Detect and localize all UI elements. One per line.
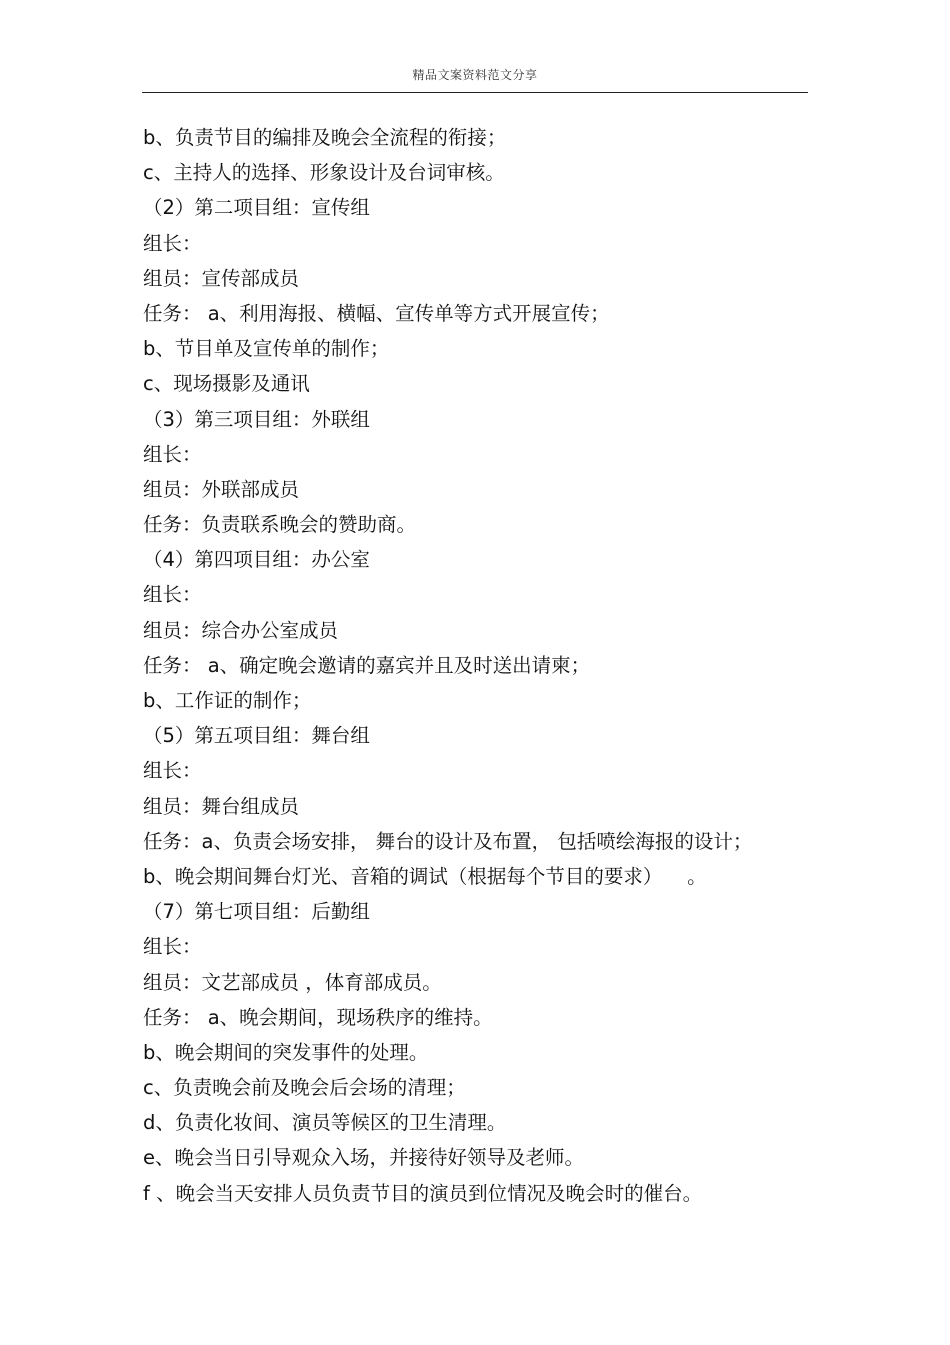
document-body <box>143 120 823 1211</box>
text-line: 任务： a、确定晚会邀请的嘉宾并且及时送出请柬； <box>143 653 591 677</box>
text-line: c、负责晚会前及晚会后会场的清理； <box>143 1076 466 1100</box>
text-line: b、晚会期间的突发事件的处理。 <box>143 1040 429 1064</box>
text-line: 任务： a、利用海报、横幅、宣传单等方式开展宣传； <box>143 301 610 325</box>
text-line: b、节目单及宣传单的制作； <box>143 337 390 361</box>
text-line: c、现场摄影及通讯 <box>143 372 310 396</box>
section-heading: （3）第三项目组：外联组 <box>143 407 370 431</box>
section-heading: （7）第七项目组：后勤组 <box>143 900 370 924</box>
text-line: 组长： <box>143 231 202 255</box>
section-heading: （5）第五项目组：舞台组 <box>143 724 370 748</box>
text-line: e、晚会当日引导观众入场，并接待好领导及老师。 <box>143 1146 584 1170</box>
text-line: 组长： <box>143 759 202 783</box>
text-line: 组长： <box>143 583 202 607</box>
text-line: 组长： <box>143 935 202 959</box>
text-line: 组员：宣传部成员 <box>143 266 300 290</box>
header-title: 精品文案资料范文分享 <box>412 68 538 82</box>
text-line: 组员：文艺部成员 ，体育部成员。 <box>143 970 442 994</box>
text-line: 组长： <box>143 442 202 466</box>
page-header <box>142 64 808 93</box>
text-line: c、主持人的选择、形象设计及台词审核。 <box>143 161 505 185</box>
text-line: 任务：a、负责会场安排， 舞台的设计及布置， 包括喷绘海报的设计； <box>143 829 753 853</box>
text-line: 任务： a、晚会期间，现场秩序的维持。 <box>143 1005 493 1029</box>
text-line: 组员：外联部成员 <box>143 477 300 501</box>
text-line: b、负责节目的编排及晚会全流程的衔接； <box>143 126 507 149</box>
text-line: 组员：综合办公室成员 <box>143 618 339 642</box>
text-line: 组员：舞台组成员 <box>143 794 300 818</box>
text-line: f 、晚会当天安排人员负责节目的演员到位情况及晚会时的催台。 <box>143 1181 703 1205</box>
text-line: b、工作证的制作； <box>143 689 312 712</box>
text-line: 任务：负责联系晚会的赞助商。 <box>143 513 417 537</box>
section-heading: （2）第二项目组：宣传组 <box>143 196 370 220</box>
text-line: d、负责化妆间、演员等候区的卫生清理。 <box>143 1111 507 1135</box>
section-heading: （4）第四项目组：办公室 <box>143 548 370 572</box>
text-line: b、晚会期间舞台灯光、音箱的调试（根据每个节目的要求） 。 <box>143 864 707 888</box>
